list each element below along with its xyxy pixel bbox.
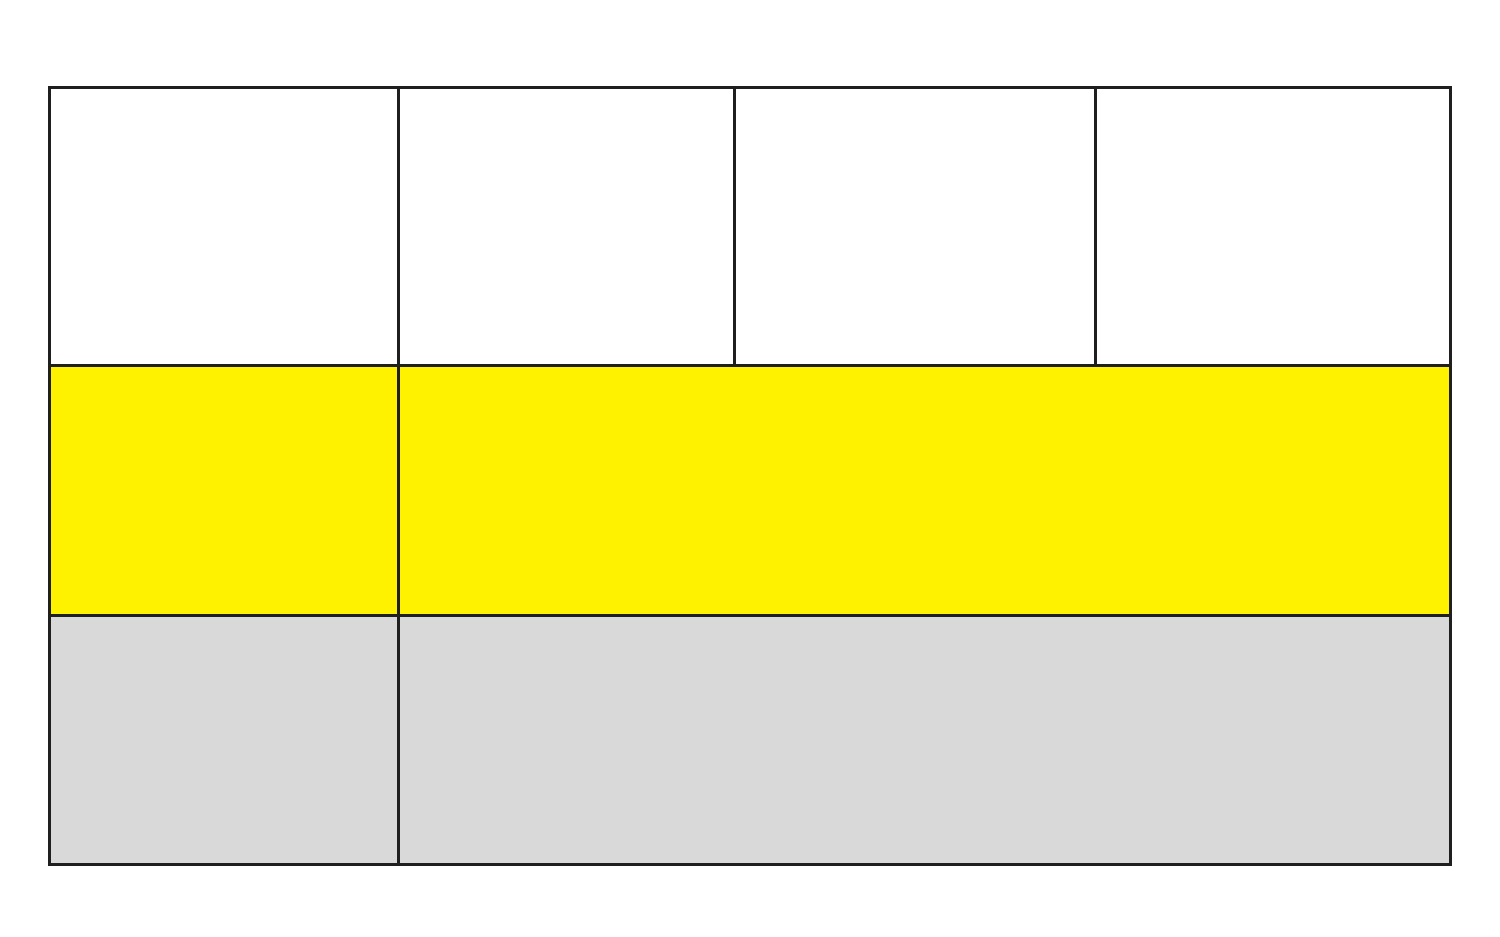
mana-bar-instructions [399,615,1451,864]
combine-anytime-badge [1059,600,1139,680]
combine-anytime-badge [356,600,436,680]
footer-note [52,873,1472,903]
row-label [50,366,399,615]
row-label [50,615,399,864]
hydration-instructions [399,366,1451,615]
column-header-during [735,88,1096,366]
column-header-before [399,88,735,366]
row-hydration-fuel [50,366,1451,615]
column-header-after [1096,88,1451,366]
supplement-table [48,86,1452,866]
header-row [50,88,1451,366]
combine-anytime-badge [694,604,774,684]
page-title [48,30,1452,76]
corner-cell [50,88,399,366]
